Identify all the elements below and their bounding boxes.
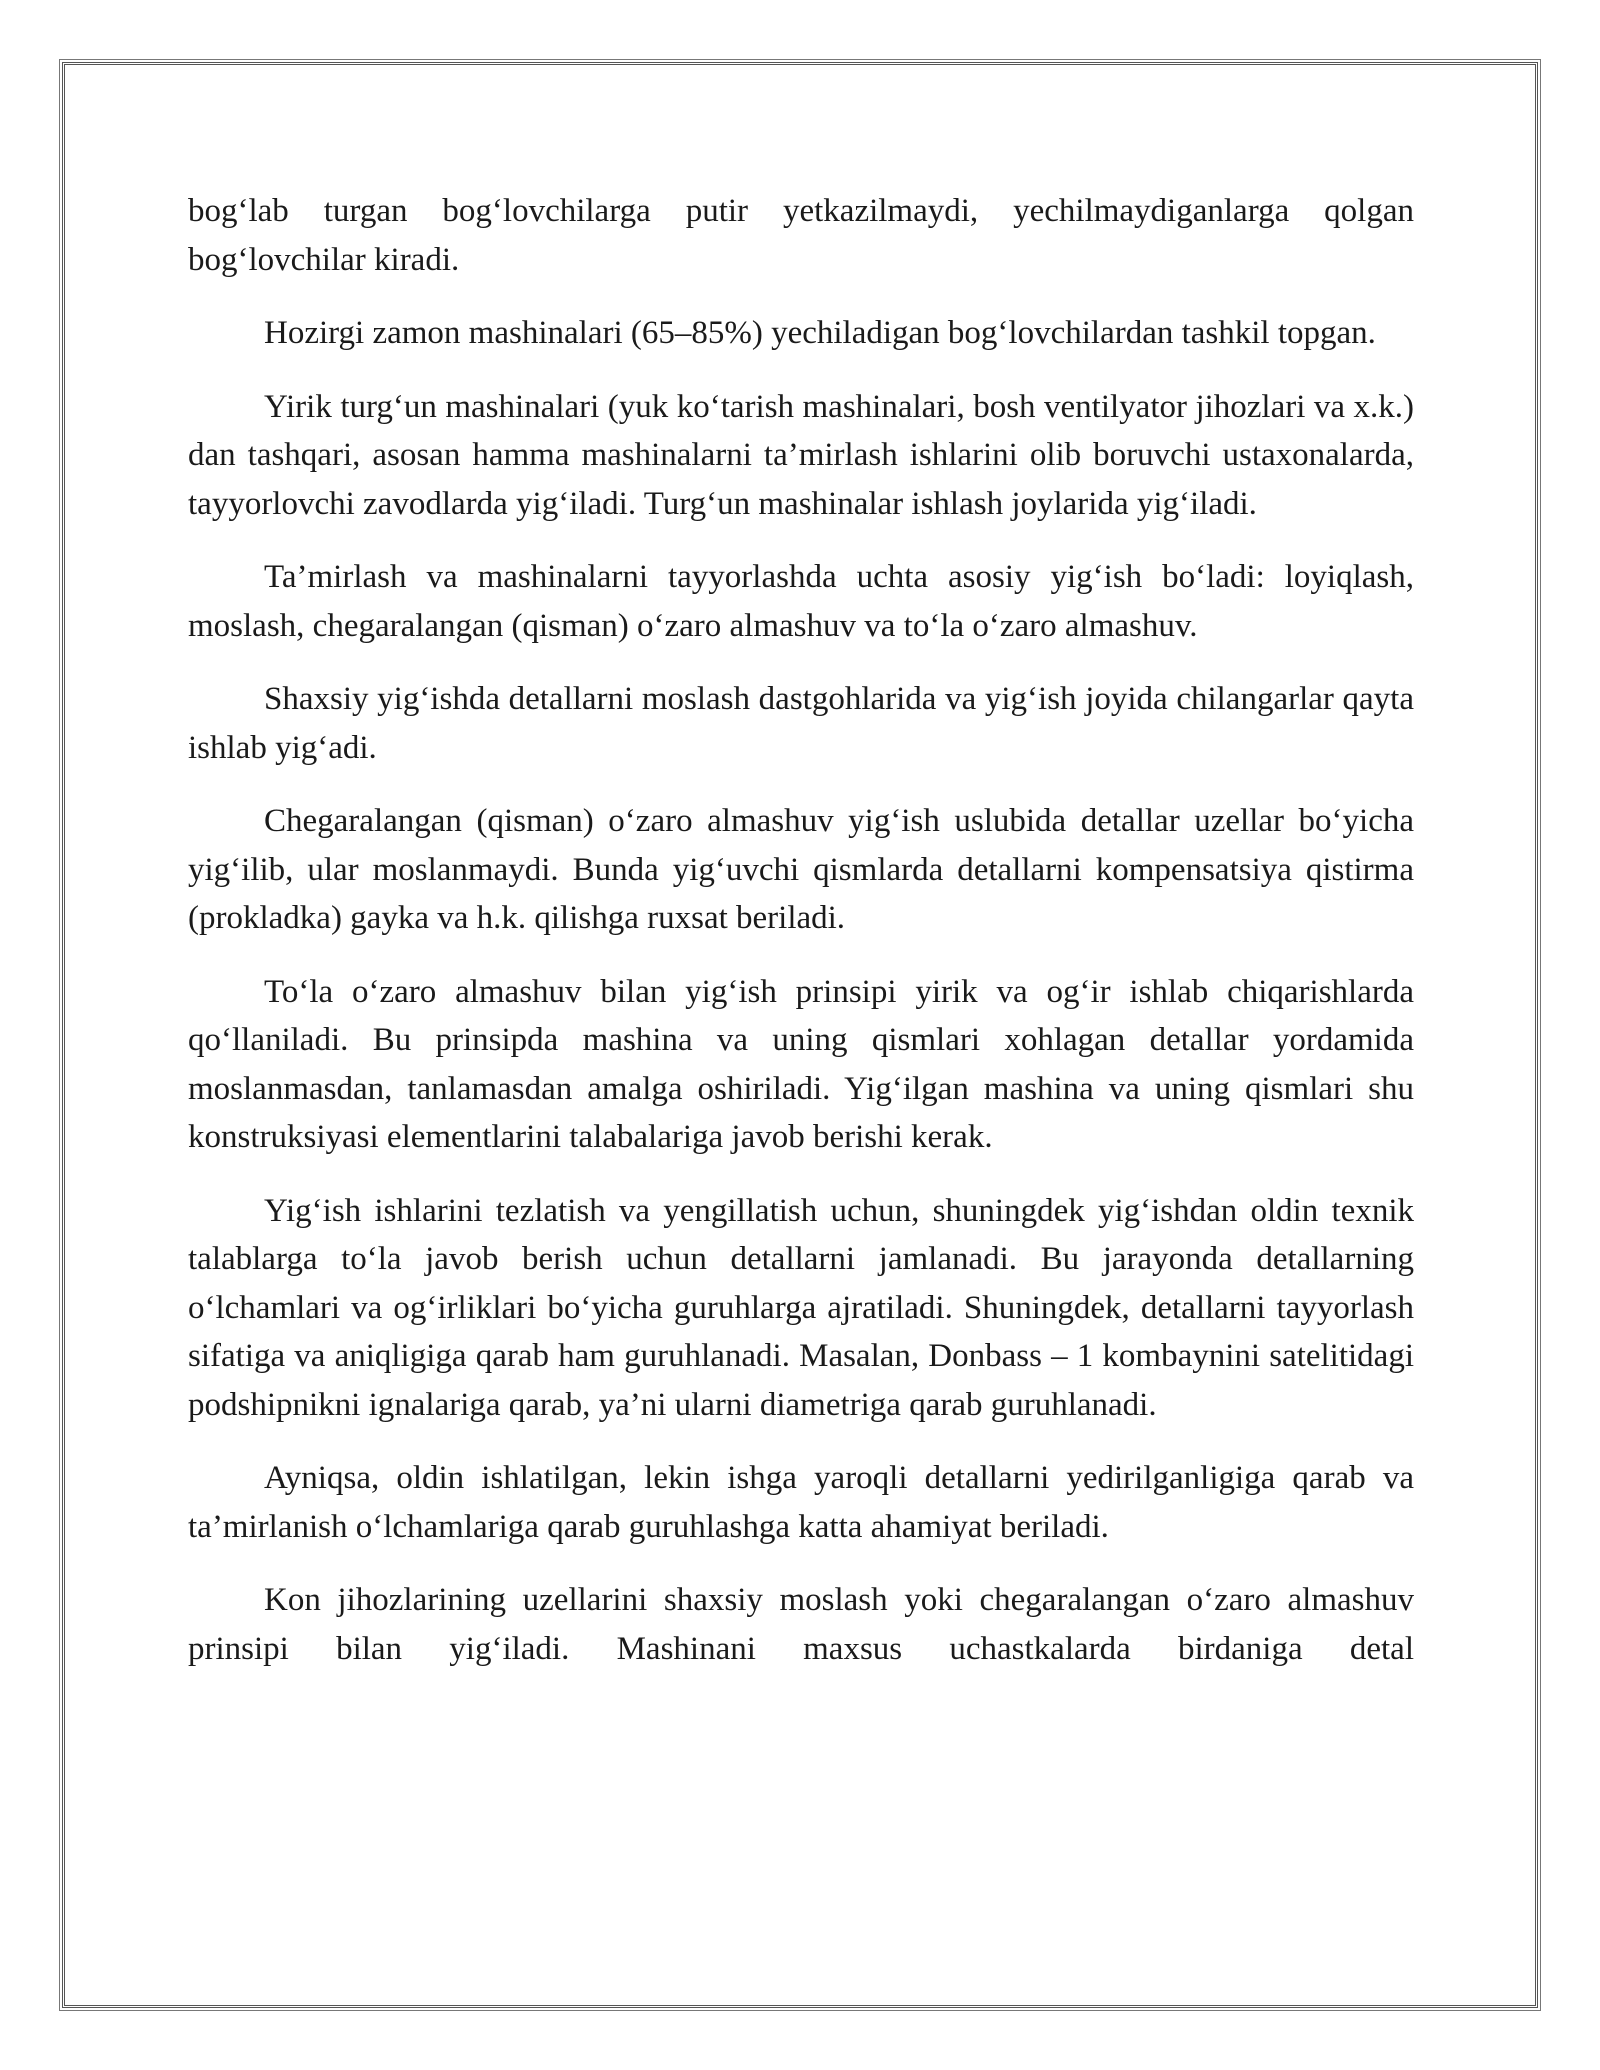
- paragraph-10: Kon jihozlarining uzellarini shaxsiy moslash yoki chegaralangan o‘zaro almashuv prinsipi bilan yig‘iladi. Mashinani maxsus uchastkalarda birdaniga detal: [188, 1582, 1414, 1667]
- paragraph-6: Chegaralangan (qisman) o‘zaro almashuv yig‘ish uslubida detallar uzellar bo‘yicha yig‘ilib, ular moslanmaydi. Bunda yig‘uvchi qismlarda detallarni kompensatsiya qistirma (prokladka) gayka va h.k. qilishga ruxsat beriladi.: [188, 803, 1414, 936]
- document-body: [188, 187, 1414, 1698]
- paragraph-9: Ayniqsa, oldin ishlatilgan, lekin ishga yaroqli detallarni yedirilganligiga qarab va ta’mirlanish o‘lchamlariga qarab guruhlashga katta ahamiyat beriladi.: [188, 1460, 1414, 1545]
- paragraph-8: Yig‘ish ishlarini tezlatish va yengillatish uchun, shuningdek yig‘ishdan oldin texnik talablarga to‘la javob berish uchun detallarni jamlanadi. Bu jarayonda detallarning o‘lchamlari va og‘irliklari bo‘yicha guruhlarga ajratiladi. Shuningdek, detallarni tayyorlash sifatiga va aniqligiga qarab ham guruhlanadi. Masalan, Donbass – 1 kombaynini satelitidagi podshipnikni ignalariga qarab, ya’ni ularni diametriga qarab guruhlanadi.: [188, 1192, 1414, 1423]
- paragraph-4: Ta’mirlash va mashinalarni tayyorlashda uchta asosiy yig‘ish bo‘ladi: loyiqlash, moslash, chegaralangan (qisman) o‘zaro almashuv va to‘la o‘zaro almashuv.: [188, 559, 1414, 644]
- paragraph-5: Shaxsiy yig‘ishda detallarni moslash dastgohlarida va yig‘ish joyida chilangarlar qayta ishlab yig‘adi.: [188, 681, 1414, 766]
- paragraph-2: Hozirgi zamon mashinalari (65–85%) yechiladigan bog‘lovchilardan tashkil topgan.: [264, 315, 1376, 351]
- paragraph-1: bog‘lab turgan bog‘lovchilarga putir yetkazilmaydi, yechilmaydiganlarga qolgan bog‘lovchilar kiradi.: [188, 193, 1414, 278]
- paragraph-3: Yirik turg‘un mashinalari (yuk ko‘tarish mashinalari, bosh ventilyator jihozlari va x.k.) dan tashqari, asosan hamma mashinalarni ta’mirlash ishlarini olib boruvchi ustaxonalarda, tayyorlovchi zavodlarda yig‘iladi. Turg‘un mashinalar ishlash joylarida yig‘iladi.: [188, 388, 1414, 522]
- paragraph-7: To‘la o‘zaro almashuv bilan yig‘ish prinsipi yirik va og‘ir ishlab chiqarishlarda qo‘llaniladi. Bu prinsipda mashina va uning qismlari xohlagan detallar yordamida moslanmasdan, tanlamasdan amalga oshiriladi. Yig‘ilgan mashina va uning qismlari shu konstruksiyasi elementlarini talabalariga javob berishi kerak.: [188, 973, 1414, 1155]
